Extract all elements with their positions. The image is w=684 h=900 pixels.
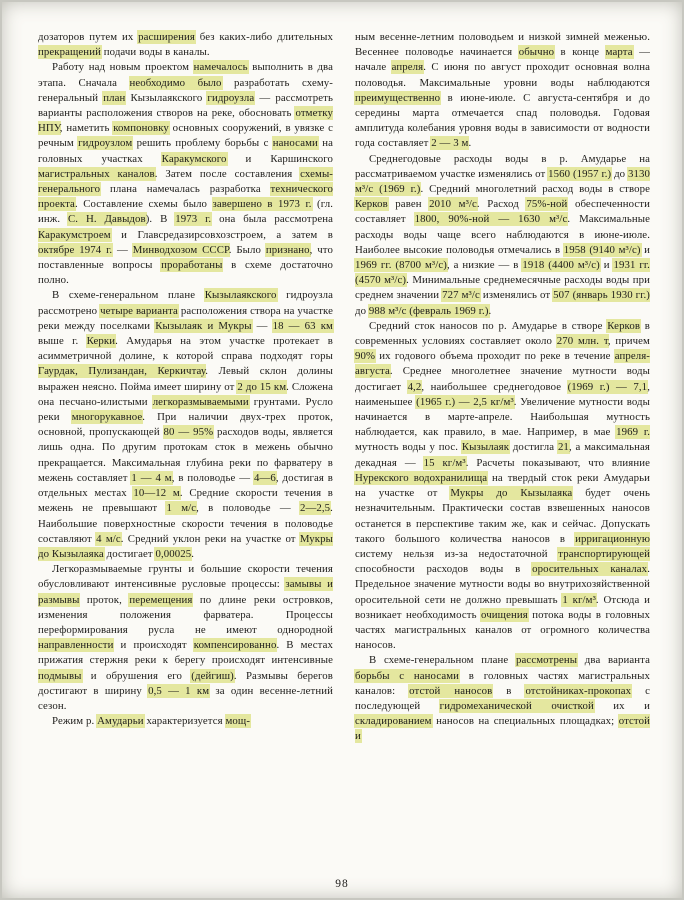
highlight: подмывы <box>38 669 82 682</box>
paragraph: дозаторов путем их расширения без каких-либо длительных прекращений подачи воды в каналы. <box>38 31 333 59</box>
highlight: 727 м³/с <box>442 289 480 302</box>
highlight: компоновку <box>113 122 169 135</box>
highlight: 507 (январь 1930 гг.) <box>553 289 650 302</box>
highlight: гидромеханической очисткой <box>439 699 594 712</box>
highlight: Керков <box>607 319 641 332</box>
highlight: Каракумского <box>161 152 227 165</box>
highlight: 1918 (4400 м³/с) <box>522 259 600 272</box>
paragraph: В схеме-генеральном плане Кызылаякского гидроузла рассмотрено четыре варианта расположения створа на участке реки между поселками Кызылаяк и Мукры — 18 — 63 км выше г. Керки. Амударья на этом участке протекает в асимметричной долине, к которой справа подходят горы Гаурдак, Пулизандан, Керкичтау. Левый склон долины выражен неясно. Пойма имеет ширину от 2 до 15 км. Сложена она песчано-илистыми легкоразмываемыми грунтами. Русло реки многорукавное. При наличии двух-трех проток, основной, пропускающей 80 — 95% расходов воды, является лишь одна. По другим протокам сток в межень обычно прекращается. Максимальная глубина реки по фарватеру в межень составляет 1 — 4 м, в половодье — 4—6, достигая в отдельных местах 10—12 м. Средние скорости течения в межень не превышают 1 м/с, в половодье — 2—2,5. Наибольшие поверхностные скорости течения в половодье составляют 4 м/с. Средний уклон реки на участке от Мукры до Кызылаяка достигает 0,00025. <box>38 289 333 560</box>
highlight: Нурекского водохранилища <box>355 471 488 484</box>
highlight: замывы и размывы <box>38 578 333 606</box>
highlight: Керков <box>355 198 388 211</box>
highlight: Кызылаяк и Мукры <box>155 319 252 332</box>
highlight: намечалось <box>193 61 248 74</box>
highlight: Амударьи <box>97 715 144 728</box>
highlight: С. Н. Давыдов <box>67 213 146 226</box>
paragraph: Среднегодовые расходы воды в р. Амударье на рассматриваемом участке изменялись от 1560 (1957 г.) до 3130 м³/с (1969 г.). Средний многолетний расход воды в створе Керков равен 2010 м³/с. Расход 75%-ной обеспеченности составляет 1800, 90%-ной — 1630 м³/с. Максимальные расходы воды чаще всего наблюдаются в июне-июле. Наиболее высокие половодья отмечались в 1958 (9140 м³/с) и 1969 гг. (8700 м³/с), а низкие — в 1918 (4400 м³/с) и 1931 гг. (4570 м³/с). Минимальные среднемесячные расходы воды при среднем значении 727 м³/с изменялись от 507 (январь 1930 гг.) до 988 м³/с (февраль 1969 г.). <box>355 152 650 317</box>
highlight: гидроузла <box>207 91 255 104</box>
highlight: магистральных каналов <box>38 167 155 180</box>
highlight: 18 — 63 км <box>272 319 333 332</box>
highlight: октябре 1974 г. <box>38 243 113 256</box>
highlight: оросительных каналах <box>532 563 648 576</box>
highlight: (1969 г.) — 7,1 <box>567 380 648 393</box>
highlight: 1 м/с <box>166 502 197 515</box>
highlight: 2 — 3 м <box>431 137 469 150</box>
highlight: признано <box>265 243 310 256</box>
highlight: четыре варианта <box>100 304 178 317</box>
highlight: необходимо было <box>129 76 222 89</box>
highlight: (дейгиш) <box>191 669 234 682</box>
highlight: завершено в 1973 г. <box>212 198 312 211</box>
highlight: 90% <box>355 350 376 363</box>
paragraph: ным весенне-летним половодьем и низкой зимней меженью. Весеннее половодье начинается обычно в конце марта — начале апреля. С июня по август проходит основная волна половодья. Максимальные уровни воды наблюдаются преимущественно в июне-июле. С августа-сентября и до середины марта отмечается спад половодья. Годовая амплитуда колебания уровня воды в зависимости от водности года составляет 2 — 3 м. <box>355 31 650 150</box>
highlight: 75%-ной <box>526 198 568 211</box>
highlight: 21 <box>557 441 569 454</box>
highlight: Гаурдак, Пулизандан, Керкичтау <box>38 365 206 378</box>
highlight: 10—12 м <box>133 487 180 500</box>
highlight: перемещения <box>129 593 193 606</box>
highlight: 2010 м³/с <box>429 198 477 211</box>
highlight: отметку НПУ <box>38 107 333 135</box>
paragraph: Работу над новым проектом намечалось выполнить в два этапа. Сначала необходимо было разработать схему-генеральный план Кызылаякского гидроузла — рассмотреть варианты расположения створов на реке, обосновать отметку НПУ, наметить компоновку основных сооружений, в увязке с речным гидроузлом решить проблему борьбы с наносами на головных участках Каракумского и Каршинского магистральных каналов. Затем после составления схемы-генерального плана намечалась разработка технического проекта. Составление схемы было завершено в 1973 г. (гл. инж. С. Н. Давыдов). В 1973 г. она была рассмотрена Каракумстроем и Главсредазирсовхозстроем, а затем в октябре 1974 г. — Минводхозом СССР. Было признано, что поставленные вопросы проработаны в схеме достаточно полно. <box>38 61 334 287</box>
highlight: Мукры до Кызылаяка <box>38 532 333 560</box>
highlight: план <box>103 91 126 104</box>
highlight: наносами <box>272 137 318 150</box>
highlight: 1800, 90%-ной — 1630 м³/с <box>414 213 568 226</box>
highlight: апреля <box>391 61 424 74</box>
highlight: 988 м³/с (февраль 1969 г.) <box>368 304 489 317</box>
highlight: прекращений <box>38 46 101 59</box>
highlight: 3130 м³/с (1969 г.) <box>355 167 650 196</box>
highlight: борьбы с наносами <box>355 669 460 682</box>
highlight: транспортирующей <box>558 547 650 560</box>
highlight: 1969 г. <box>616 426 650 439</box>
highlight: 0,00025 <box>155 547 192 560</box>
paragraph: В схеме-генеральном плане рассмотрены два варианта борьбы с наносами в головных частях магистральных каналов: отстой наносов в отстойниках-прокопах с последующей гидромеханической очисткой их и складированием наносов на специальных площадках; отстой и <box>355 654 650 743</box>
highlight: гидроузлом <box>78 137 133 150</box>
highlight: 1973 г. <box>175 213 212 226</box>
highlight: проработаны <box>161 259 223 272</box>
highlight: марта <box>605 46 633 59</box>
highlight: 2—2,5 <box>299 502 331 515</box>
page-number: 98 <box>335 878 349 890</box>
highlight: 4,2 <box>407 380 422 393</box>
highlight: 1931 гг. (4570 м³/с) <box>355 259 650 287</box>
highlight: направленности <box>38 639 114 652</box>
highlight: компенсированно <box>193 639 277 652</box>
highlight: 1958 (9140 м³/с) <box>563 243 641 256</box>
highlight: рассмотрены <box>516 654 578 667</box>
highlight: Кызылаякского <box>204 289 277 302</box>
highlight: 1 — 4 м <box>131 471 172 484</box>
highlight: 270 млн. т <box>556 335 608 348</box>
highlight: Минводхозом СССР <box>132 243 229 256</box>
highlight: Мукры до Кызылаяка <box>450 487 573 500</box>
highlight: схемы-генерального <box>38 167 333 196</box>
text-columns <box>38 30 650 864</box>
highlight: складированием <box>355 715 432 728</box>
right-column <box>355 30 650 864</box>
highlight: очищения <box>481 608 528 621</box>
highlight: 1 кг/м³ <box>562 593 596 606</box>
highlight: 0,5 — 1 км <box>148 684 210 697</box>
highlight: мощ- <box>225 715 251 728</box>
left-column <box>38 30 333 864</box>
highlight: 80 — 95% <box>163 426 214 439</box>
highlight: технического проекта <box>38 183 333 211</box>
highlight: отстой и <box>355 715 650 743</box>
highlight: 4—6 <box>253 471 276 484</box>
highlight: (1965 г.) — 2,5 кг/м³ <box>416 395 514 408</box>
highlight: ирригационную <box>575 532 650 545</box>
highlight: апреля-августа <box>355 350 650 378</box>
highlight: отстойниках-прокопах <box>525 684 632 697</box>
highlight: 4 м/с <box>96 532 121 545</box>
highlight: преимущественно <box>355 91 441 104</box>
highlight: Керки <box>86 335 116 348</box>
paragraph: Режим р. Амударьи характеризуется мощ- <box>52 715 251 728</box>
highlight: 1969 гг. (8700 м³/с) <box>355 259 447 272</box>
highlight: многорукавное <box>71 411 143 424</box>
highlight: отстой наносов <box>409 684 493 697</box>
highlight: 2 до 15 км <box>237 380 287 393</box>
paragraph: Средний сток наносов по р. Амударье в створе Керков в современных условиях составляет около 270 млн. т, причем 90% их годового объема проходит по реке в течение апреля-августа. Среднее многолетнее значение мутности воды достигает 4,2, наибольшее среднегодовое (1969 г.) — 7,1, наименьшее (1965 г.) — 2,5 кг/м³. Увеличение мутности воды начинается в марте-апреле. Наибольшая мутность наблюдается, как правило, в мае. Например, в мае 1969 г. мутность воды у пос. Кызылаяк достигла 21, а максимальная декадная — 15 кг/м³. Расчеты показывают, что влияние Нурекского водохранилища на твердый сток реки Амударьи на участке от Мукры до Кызылаяка будет очень незначительным. Практически состав взвешенных наносов останется в перспективе таким же, как и сейчас. Допускать такого большого количества наносов в ирригационную систему нельзя из-за недостаточной транспортирующей способности расходов воды в оросительных каналах. Предельное значение мутности воды во внутрихозяйственной оросительной сети не должно превышать 1 кг/м³. Отсюда и возникает необходимость очищения потока воды в головных частях магистральных каналов от огромного количества наносов. <box>355 319 650 652</box>
highlight: 15 кг/м³ <box>423 456 466 469</box>
highlight: Кызылаяк <box>461 441 510 454</box>
paragraph: Легкоразмываемые грунты и большие скорости течения обусловливают интенсивные русловые процессы: замывы и размывы проток, перемещения по длине реки островков, изменения положения фарватера. Процессы переформирования русла не имеют однородной направленности и происходят компенсированно. В местах прижатия стержня реки к берегу происходят интенсивные подмывы и обрушения его (дейгиш). Размывы берегов достигают в ширину 0,5 — 1 км за один весенне-летний сезон. <box>38 563 334 712</box>
highlight: легкоразмываемыми <box>152 395 249 408</box>
highlight: обычно <box>518 46 555 59</box>
highlight: Каракумстроем <box>38 228 111 241</box>
highlight: расширения <box>138 31 195 43</box>
highlight: 1560 (1957 г.) <box>548 167 612 180</box>
